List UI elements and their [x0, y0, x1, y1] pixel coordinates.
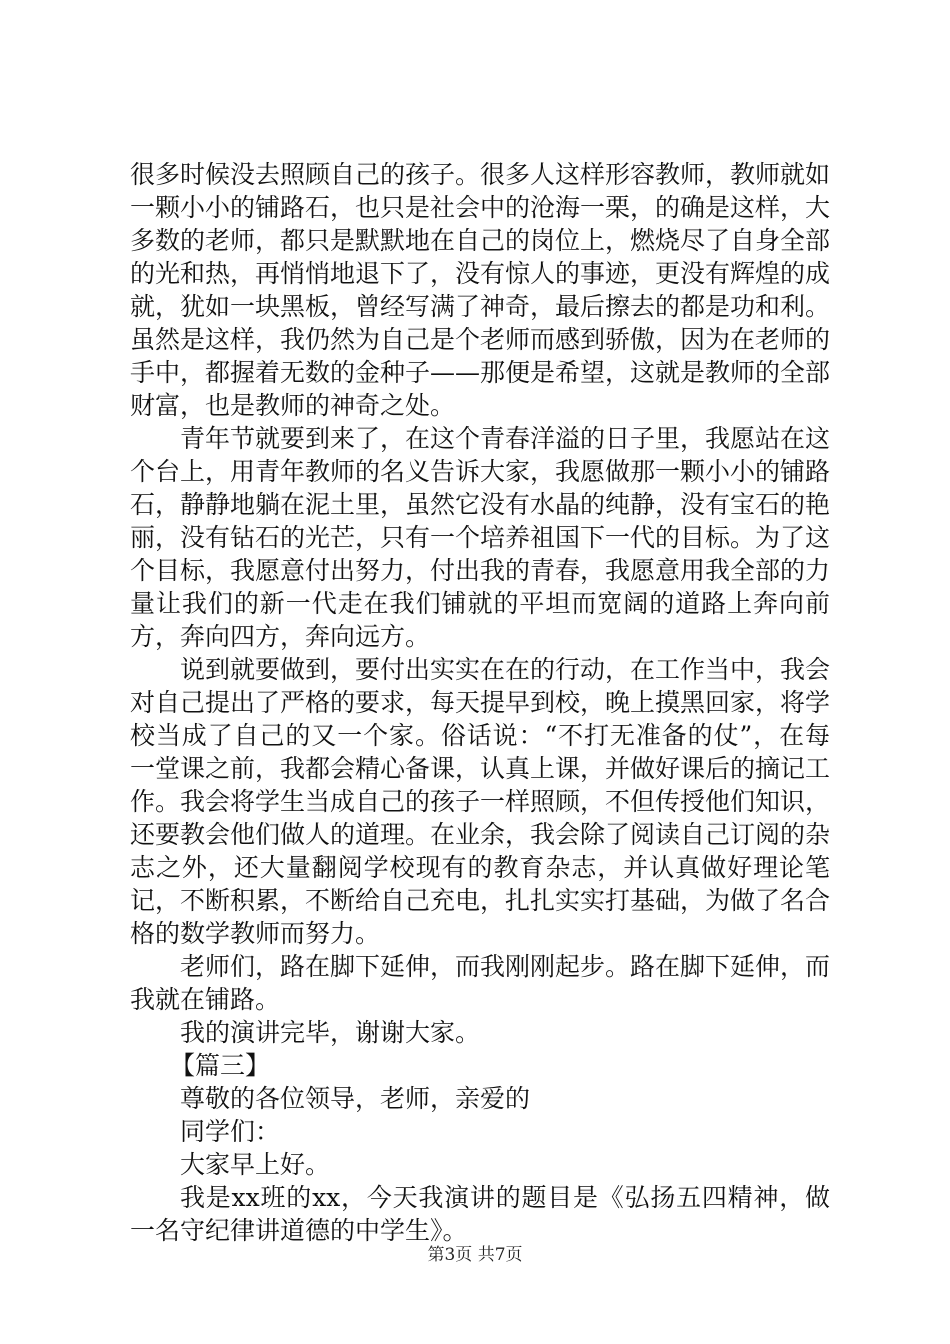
section-heading: 【篇三】: [170, 1051, 271, 1080]
paragraph-youth-day: 青年节就要到来了，在这个青春洋溢的日子里，我愿站在这个台上，用青年教师的名义告诉大家，我愿做那一颗小小的铺路石，静静地躺在泥土里，虽然它没有水晶的纯静，没有宝石的艳丽，没有钻石的光芒，只有一个培养祖国下一代的目标。为了这个目标，我愿意付出努力，付出我的青春，我愿意用我全部的力量让我们的新一代走在我们铺就的平坦而宽阔的道路上奔向前方，奔向四方，奔向远方。: [130, 424, 831, 651]
paragraph-greeting-2: 同学们：: [180, 1117, 281, 1146]
paragraph-continued: 很多时候没去照顾自己的孩子。很多人这样形容教师，教师就如一颗小小的铺路石，也只是社会中的沧海一栗，的确是这样，大多数的老师，都只是默默地在自己的岗位上，燃烧尽了自身全部的光和热，再悄悄地退下了，没有惊人的事迹，更没有辉煌的成就，犹如一块黑板，曾经写满了神奇，最后擦去的都是功和利。虽然是这样，我仍然为自己是个老师而感到骄傲，因为在老师的手中，都握着无数的金种子——那便是希望，这就是教师的全部财富，也是教师的神奇之处。: [130, 160, 831, 420]
paragraph-greeting-3: 大家早上好。: [180, 1150, 331, 1179]
paragraph-intro: 我是xx班的xx，今天我演讲的题目是《弘扬五四精神，做一名守纪律讲道德的中学生》。: [130, 1183, 830, 1245]
page-footer: 第3页 共7页: [427, 1245, 523, 1265]
paragraph-action: 说到就要做到，要付出实实在在的行动，在工作当中，我会对自己提出了严格的要求，每天提早到校，晚上摸黑回家，将学校当成了自己的又一个家。俗话说：“不打无准备的仗”，在每一堂课之前，我都会精心备课，认真上课，并做好课后的摘记工作。我会将学生当成自己的孩子一样照顾，不但传授他们知识，还要教会他们做人的道理。在业余，我会除了阅读自己订阅的杂志之外，还大量翻阅学校现有的教育杂志，并认真做好理论笔记，不断积累，不断给自己充电，扎扎实实打基础，为做了名合格的数学教师而努力。: [130, 655, 831, 948]
document-body: [130, 158, 830, 1247]
paragraph-closing: 我的演讲完毕，谢谢大家。: [180, 1018, 481, 1047]
paragraph-greeting-1: 尊敬的各位领导，老师，亲爱的: [180, 1084, 531, 1113]
paragraph-road: 老师们，路在脚下延伸，而我刚刚起步。路在脚下延伸，而我就在铺路。: [130, 952, 831, 1014]
